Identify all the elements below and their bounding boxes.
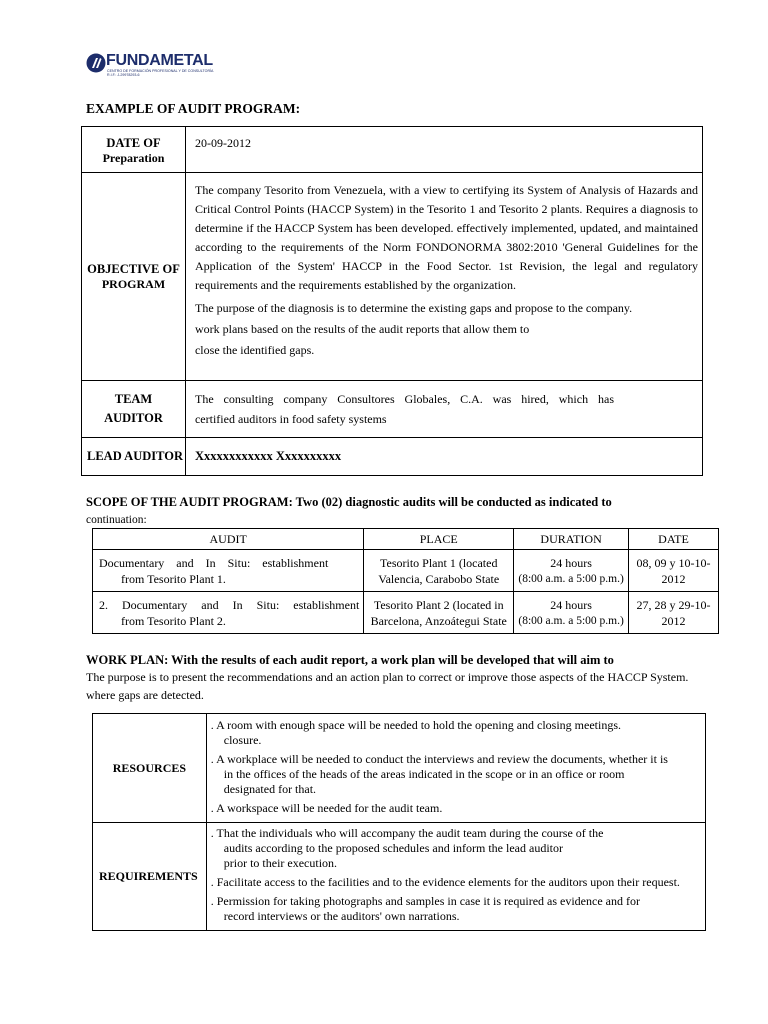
scope-table	[92, 528, 719, 634]
audit-info-table	[81, 126, 703, 476]
work-plan-line-2: where gaps are detected.	[86, 688, 204, 702]
resource-item-1: . A room with enough space will be needed to hold the opening and closing meetings. closure.	[210, 718, 622, 747]
duration-cell-2: 24 hours (8:00 a.m. a 5:00 p.m.)	[514, 592, 629, 634]
work-plan-heading: WORK PLAN: With the results of each audit report, a work plan will be developed that will aim to	[86, 653, 614, 667]
audit-cell-1: Documentary and In Situ: establishment from Tesorito Plant 1.	[93, 550, 364, 592]
fundametal-logo-icon	[86, 53, 106, 73]
team-value: The consulting company Consultores Globales, C.A. was hired, which has certified auditors in food safety systems	[185, 381, 702, 438]
logo-brand-text: FUNDAMETAL	[106, 52, 213, 69]
scope-continuation: continuation:	[86, 514, 147, 526]
date-cell-2: 27, 28 y 29-10- 2012	[629, 592, 719, 634]
requirement-item-3: . Permission for taking photographs and samples in case it is required as evidence and for record interviews or the auditors' own narrations.	[210, 894, 640, 923]
duration-cell-1: 24 hours (8:00 a.m. a 5:00 p.m.)	[514, 550, 629, 592]
objective-paragraph-1: The company Tesorito from Venezuela, with a view to certifying its System of Analysis of Hazards and Critical Control Points (HACCP System) in the Tesorito 1 and Tesorito 2 plants. Requires a diagnosis to determine if the HACCP System has been developed. effectively implemented, updated, and maintained according to the requirements of the Norm FONDONORMA 3802:2010 'General Guidelines for the Application of the System' HACCP in the Food Sector. 1st Revision, the legal and regulatory requirements and the requirements established by the organization.	[194, 183, 698, 292]
header-audit: AUDIT	[93, 529, 364, 550]
lead-auditor-label: LEAD AUDITOR	[82, 438, 186, 476]
logo-tagline: CENTRO DE FORMACIÓN PROFESIONAL Y DE CONSULTORÍA R.I.F.: J-29978293-6	[107, 69, 214, 77]
objective-paragraph-2-line-3: close the identified gaps.	[194, 343, 315, 357]
header-date: DATE	[629, 529, 719, 550]
scope-row-2	[93, 592, 719, 634]
resource-item-2: . A workplace will be needed to conduct the interviews and review the documents, whether it is in the offices of the heads of the areas indicated in the scope or in an office or room designated for that.	[210, 752, 668, 796]
lead-auditor-row	[82, 438, 703, 476]
scope-heading: SCOPE OF THE AUDIT PROGRAM: Two (02) diagnostic audits will be conducted as indicated to	[86, 495, 612, 509]
scope-header-row	[93, 529, 719, 550]
objective-paragraph-2-line-1: The purpose of the diagnosis is to determine the existing gaps and propose to the company.	[194, 301, 633, 315]
resources-row	[93, 714, 706, 823]
place-cell-2: Tesorito Plant 2 (located in Barcelona, Anzoátegui State	[364, 592, 514, 634]
work-plan-table	[92, 713, 706, 931]
header-place: PLACE	[364, 529, 514, 550]
date-cell-1: 08, 09 y 10-10- 2012	[629, 550, 719, 592]
objective-row	[82, 173, 703, 381]
lead-auditor-value: Xxxxxxxxxxxx Xxxxxxxxxx	[185, 438, 702, 476]
requirements-row	[93, 823, 706, 931]
resource-item-3: . A workspace will be needed for the audit team.	[210, 801, 443, 815]
team-row	[82, 381, 703, 438]
requirements-label: REQUIREMENTS	[93, 823, 207, 931]
page-title: EXAMPLE OF AUDIT PROGRAM:	[86, 101, 301, 116]
requirement-item-1: . That the individuals who will accompany the audit team during the course of the audits according to the proposed schedules and inform the lead auditor prior to their execution.	[210, 826, 604, 870]
date-label: DATE OF Preparation	[82, 127, 186, 173]
audit-cell-2: 2. Documentary and In Situ: establishment from Tesorito Plant 2.	[93, 592, 364, 634]
requirement-item-2: . Facilitate access to the facilities and to the evidence elements for the auditors upon their request.	[210, 875, 680, 889]
scope-row-1	[93, 550, 719, 592]
requirements-list	[206, 823, 705, 931]
resources-list	[206, 714, 705, 823]
objective-label: OBJECTIVE OF PROGRAM	[82, 173, 186, 381]
company-logo	[86, 52, 216, 80]
objective-paragraph-2-line-2: work plans based on the results of the audit reports that allow them to	[194, 322, 530, 336]
place-cell-1: Tesorito Plant 1 (located Valencia, Carabobo State	[364, 550, 514, 592]
date-row	[82, 127, 703, 173]
objective-value	[185, 173, 702, 381]
header-duration: DURATION	[514, 529, 629, 550]
work-plan-line-1: The purpose is to present the recommendations and an action plan to correct or improve those aspects of the HACCP System.	[86, 670, 689, 684]
date-value: 20-09-2012	[185, 127, 702, 173]
team-label: TEAM AUDITOR	[82, 381, 186, 438]
resources-label: RESOURCES	[93, 714, 207, 823]
